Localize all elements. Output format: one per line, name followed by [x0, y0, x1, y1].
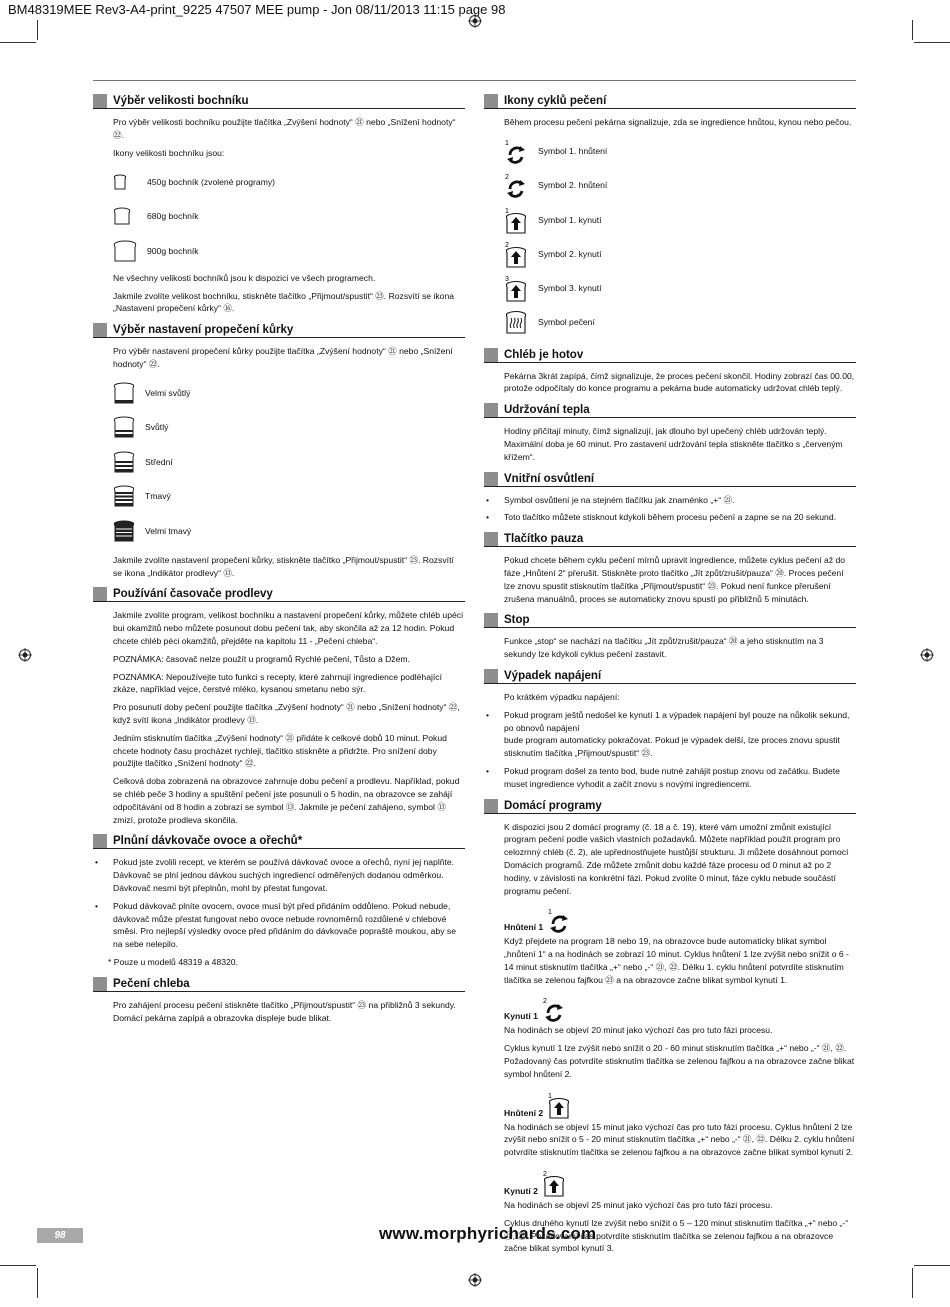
paragraph: Na hodinách se objeví 25 minut jako výchozí čas pro tuto fázi procesu.: [504, 1200, 773, 1211]
crop-mark: [912, 20, 913, 40]
registration-mark-icon: [468, 14, 482, 28]
section-title: Udržování tepla: [504, 404, 590, 417]
bullet-text: Pokud jste zvolili recept, ve kterém se používá dávkovač ovoce a ořechů, nyní jej naplňte. Dávkovač se plní jednou dávkou suchých ingrediencí odměřených dodanou odměrkou. Dávkovač nesmí být přeplnůn, mohl by přestat fungovat.: [113, 857, 455, 893]
paragraph: Jakmile zvolíte nastavení propečení kůrky, stiskněte tlačítko „Přijmout/spustit“ ㉓. Rozsvítí se ikona „Indikátor prodlevy“ ⑬.: [113, 554, 454, 578]
section-bread-ready: [484, 346, 856, 396]
top-rule: [93, 80, 856, 81]
section-heading: [93, 321, 465, 338]
subheading-label: Hnůtení 1: [504, 922, 544, 933]
subheading-knead-2: [504, 1091, 856, 1119]
list-item: [504, 271, 856, 305]
section-title: Výpadek napájení: [504, 669, 602, 682]
bullet-item: • Pokud dávkovač plníte ovocem, ovoce musí být před přidáním oddůleno. Pokud nebude, dávkovač může přestat fungovat nebo ovoce nebude rovnoměrnů rozdůlené v chlebové směsi. Pro nejlepší výsledky ovoce před přidáním do dávkovače popraště moukou, aby se na sebe nelepilo.: [93, 900, 465, 951]
paragraph: Ikony velikosti bochníku jsou:: [113, 147, 225, 158]
section-title: Výběr nastavení propečení kůrky: [113, 324, 294, 337]
right-column: [484, 92, 856, 1261]
crop-mark: [914, 42, 950, 43]
registration-mark-icon: [920, 648, 934, 662]
bullet-text: Pokud program došel za tento bod, bude nutné zahájit postup znovu od začátku. Budete muset ingredience vyhodit a začít znovu s novými ingrediencemi.: [504, 765, 840, 789]
list-item: [504, 305, 856, 339]
bullet-text: Toto tlačítko můžete stisknout kdykoli během procesu pečení a zapne se na 20 sekund.: [504, 512, 837, 523]
paragraph: Pro výběr nastavení propečení kůrky použijte tlačítka „Zvýšení hodnoty“ ㉑ nebo „Snížení hodnoty“ ㉒.: [113, 346, 453, 370]
section-pause: [484, 530, 856, 605]
paragraph: Když přejdete na program 18 nebo 19, na obrazovce bude automaticky blikat symbol „hnůtení 1“ a na hodinách se zobrazí 10 minut. Cyklus hnůtení 1 lze zvýšit nebo snížit o 6 - 14 minut stisknutím tlačítka „+“ nebo „-“ ㉑, ㉒. Délku 1. cyklu hnůtení potvrdíte stisknutím tlačítka se zelenou fajfkou ㉓ a na obrazovce začne blikat symbol kynutí 1.: [504, 936, 849, 985]
section-heading: [484, 667, 856, 684]
section-title: Chléb je hotov: [504, 348, 584, 361]
section-heading: [93, 92, 465, 109]
crust-dark-icon: [113, 485, 145, 507]
list-item: [504, 237, 856, 271]
crust-very-dark-icon: [113, 520, 145, 542]
bullet-text: Symbol osvůtlení je na stejném tlačítku jak znaménko „+“ ㉑.: [504, 494, 735, 505]
crop-mark: [912, 1268, 913, 1298]
rise-2-icon: [504, 240, 538, 268]
section-cycle-icons: [484, 92, 856, 340]
list-item: [504, 134, 856, 168]
list-item: [504, 168, 856, 202]
item-label: Velmi svůtlý: [145, 388, 191, 399]
section-title: Domácí programy: [504, 799, 602, 812]
list-item: [113, 479, 465, 513]
subheading-rise-1: [504, 996, 856, 1022]
bullet-text: Pokud dávkovač plníte ovocem, ovoce musí být před přidáním oddůleno. Pokud nebude, dávkovač může přestat fungovat nebo ovoce nebude rovnoměrnů rozdůlené v chlebové směsi. Pro nejlepší výsledky ovoce před přidáním do dávkovače popraště moukou, aby se na sebe nelepilo.: [113, 900, 456, 950]
item-label: Svůtlý: [145, 422, 169, 433]
crop-mark: [37, 20, 38, 40]
icon-number: 2: [542, 998, 547, 1006]
item-label: Symbol 1. hnůtení: [538, 145, 608, 156]
paragraph: Během procesu pečení pekárna signalizuje, zda se ingredience hnůtou, kynou nebo pečou.: [504, 117, 852, 127]
loaf-medium-icon: [113, 207, 147, 225]
item-label: Symbol 2. kynutí: [538, 248, 602, 259]
paragraph: Na hodinách se objeví 15 minut jako výchozí čas pro tuto fázi procesu. Cyklus hnůtení 2 lze zvýšit nebo snížit o 5 - 20 minut stisknutím tlačítka „+“ nebo „-“ ㉑, ㉒. Délku 2. cyklu hnůtení potvrdíte stisknutím tlačítka se zelenou fajfkou a na obrazovce začne blikat symbol kynutí 2.: [504, 1121, 855, 1158]
icon-number: 1: [548, 909, 553, 917]
bake-icon: [504, 310, 538, 334]
rise-3-icon: [504, 274, 538, 302]
registration-mark-icon: [468, 1273, 482, 1287]
item-label: Symbol pečení: [538, 317, 595, 328]
paragraph: Ne všechny velikosti bochníků jsou k dispozici ve všech programech.: [113, 272, 376, 283]
page-number: 98: [37, 1228, 83, 1243]
knead-icon: [547, 907, 571, 933]
paragraph: Jakmile zvolíte velikost bochníku, stiskněte tlačítko „Přijmout/spustit“ ㉓. Rozsvítí se ikona „Nastavení propečení kůrky“ ⑯.: [113, 290, 455, 314]
item-label: 450g bochník (zvolené programy): [147, 176, 276, 187]
crust-light-icon: [113, 416, 145, 438]
print-header: BM48319MEE Rev3-A4-print_9225 47507 MEE pump - Jon 08/11/2013 11:15 page 98: [8, 2, 506, 17]
section-interior-light: [484, 470, 856, 525]
section-heading: [93, 832, 465, 849]
crop-mark: [37, 1268, 38, 1298]
section-heading: [484, 470, 856, 487]
section-title: Pečení chleba: [113, 977, 190, 990]
section-title: Ikony cyklů pečení: [504, 95, 607, 107]
section-heading: [484, 401, 856, 418]
list-item: [113, 513, 465, 547]
section-stop: [484, 611, 856, 661]
crust-very-light-icon: [113, 382, 145, 404]
icon-number: 1: [548, 1092, 553, 1100]
paragraph: Pro posunutí doby pečení použijte tlačítka „Zvýšení hodnoty“ ㉑ nebo „Snížení hodnoty“ ㉒, když svítí ikona „Indikátor prodlevy ⑬.: [113, 702, 460, 725]
section-title: Plnůní dávkovače ovoce a ořechů*: [113, 835, 303, 848]
item-label: Střední: [145, 456, 173, 467]
item-label: Tmavý: [145, 491, 171, 502]
section-title: Vnitřní osvůtlení: [504, 472, 595, 485]
list-item: [113, 376, 465, 410]
paragraph: Po krátkém výpadku napájení:: [504, 691, 620, 702]
icon-number: 1: [505, 207, 509, 215]
item-label: Symbol 3. kynutí: [538, 283, 602, 294]
paragraph: Jakmile zvolíte program, velikost bochníku a nastavení propečení kůrky, můžete chléb upéci bui okamžitů nebo můžete posunout dobu pečení tak, aby skončila až za 12 hodin. Pokud chcete chléb péci okamžitů, přejděte na kapitolu 11 - „Pečení chleba“.: [113, 610, 463, 647]
section-heading: [484, 92, 856, 109]
list-item: [113, 410, 465, 444]
footer-url: www.morphyrichards.com: [379, 1224, 597, 1243]
section-heading: [484, 346, 856, 363]
bullet-item: • Pokud program ještů nedošel ke kynutí 1 a výpadek napájení byl pouze na nůkolik sekund, po obnovů napájení bude program automaticky pokračovat. Pokud je výpadek delší, lze proces znovu spustit stisknutím tlačítka „Přijmout/spustit“ ㉓.: [484, 709, 856, 760]
paragraph: Celková doba zobrazená na obrazovce zahrnuje dobu pečení a prodlevu. Například, pokud se chléb peče 3 hodiny a spuštění pečení jste posunuli o 5 hodin, na obrazovce se zahájí odpočítávání od 8 hodin a zobrazí se symbol ⑬. Jakmile je pečení zahájeno, symbol ⑬ zmizí, protože prodleva skončila.: [113, 776, 460, 825]
section-title: Stop: [504, 614, 530, 627]
subheading-label: Kynutí 1: [504, 1011, 538, 1022]
paragraph: Cyklus kynutí 1 lze zvýšit nebo snížit o 20 - 60 minut stisknutím tlačítka „+“ nebo „-“ ㉑, ㉒. Požadovaný čas potvrdíte stisknutím tlačítka se zelenou fajfkou a na obrazovce začne blikat symbol hnůtení 2.: [504, 1043, 855, 1079]
paragraph: Jedním stisknutím tlačítka „Zvýšení hodnoty“ ㉑ přidáte k celkové dobů 10 minut. Pokud chcete hodnoty času procházet rychleji, tlačítko stiskněte a přidržte. Pro snížení doby použijte tlačítko „Snížení hodnoty“ ㉒.: [113, 732, 447, 769]
footnote: * Pouze u modelů 48319 a 48320.: [108, 956, 238, 967]
icon-number: 2: [505, 241, 509, 249]
crust-medium-icon: [113, 451, 145, 473]
paragraph: Hodiny přičítají minuty, čímž signalizují, jak dlouho byl upečený chléb udržován teplý. Maximální doba je 60 minut. Pro zastavení udržování tepla stiskněte tlačítko s „červeným křížem“.: [504, 426, 843, 462]
paragraph: Pokud chcete během cyklu pečení mírnů upravit ingredience, můžete cyklus pečení až do fáze „Hnůtení 2“ přerušit. Stiskněte proto tlačítko „Jít způt/zrušit/pauza“ ⑳. Proces pečení lze znovu spustit stisknutím tlačítka „Přijmout/spustit“ ㉓. Pokud není funkce přerušení zrušena manuálnů, proces se automaticky znovu spustí po přibližnů 5 minutách.: [504, 555, 846, 604]
crop-mark: [914, 1265, 950, 1266]
section-power-failure: [484, 667, 856, 791]
bullet-item: • Pokud program došel za tento bod, bude nutné zahájit postup znovu od začátku. Budete muset ingredience vyhodit a začít znovu s novými ingrediencemi.: [484, 765, 856, 791]
paragraph: POZNÁMKA: časovač nelze použít u programů Rychlé pečení, Tůsto a Džem.: [113, 653, 410, 664]
paragraph: Cyklus druhého kynutí lze zvýšit nebo snížit o 5 – 120 minut stisknutím tlačítka „+“ nebo „-“ ㉑, ㉒. Požadovaný čas potvrdíte stisknutím tlačítka se zelenou fajfkou a na obrazovce začne blikat symbol kynutí 3.: [504, 1217, 849, 1254]
section-title: Tlačítko pauza: [504, 533, 584, 546]
section-crust: [93, 321, 465, 579]
paragraph: Pekárna 3krát zapípá, čímž signalizuje, že proces pečení skončil. Hodiny zobrazí čas 00.00, protože odpočítaly do konce programu a pekárna bude automaticky udržovat chléb teplý.: [504, 370, 855, 394]
loaf-small-icon: [113, 174, 147, 190]
bullet-text: [504, 709, 856, 760]
bullet-line: Pokud program ještů nedošel ke kynutí 1 a výpadek napájení byl pouze na nůkolik sekund, po obnovů napájení: [504, 709, 850, 733]
item-label: 680g bochník: [147, 211, 199, 222]
list-item: [113, 445, 465, 479]
item-label: Symbol 1. kynutí: [538, 214, 602, 225]
knead-1-icon: [504, 138, 538, 164]
rise-icon: [547, 1091, 571, 1119]
paragraph: Na hodinách se objeví 20 minut jako výchozí čas pro tuto fázi procesu.: [504, 1025, 773, 1036]
loaf-large-icon: [113, 240, 147, 262]
paragraph: Pro zahájení procesu pečení stiskněte tlačítko „Přijmout/spustit“ ㉓ na přibližnů 3 sekundy. Domácí pekárna zapípá a obrazovka displeje bude blikat.: [113, 999, 456, 1023]
section-delay-timer: [93, 585, 465, 826]
rise-icon: [542, 1169, 566, 1197]
crop-mark: [0, 1265, 36, 1266]
item-label: 900g bochník: [147, 245, 199, 256]
list-item: [504, 202, 856, 236]
section-keep-warm: [484, 401, 856, 463]
section-heading: [93, 585, 465, 602]
paragraph: POZNÁMKA: Nepoužívejte tuto funkci s recepty, které zahrnují ingredience podléhající zkáze, například vejce, čerstvé mléko, kysanou smetanu nebo sýr.: [113, 671, 442, 695]
bullet-line: bude program automaticky pokračovat. Pokud je výpadek delší, lze proces znovu spustit stisknutím tlačítka „Přijmout/spustit“ ㉓.: [504, 735, 840, 759]
icon-number: 1: [505, 139, 509, 147]
section-heading: [484, 611, 856, 628]
section-title: Používání časovače prodlevy: [113, 588, 273, 601]
icon-number: 3: [505, 276, 509, 284]
paragraph: Funkce „stop“ se nachází na tlačítku „Jít způt/zrušit/pauza“ ⑳ a jeho stisknutím na 3 sekundy lze kdykoli cyklus pečení zastavit.: [504, 636, 824, 660]
section-dispenser: [93, 832, 465, 968]
list-item: [113, 199, 465, 234]
item-label: Velmi tmavý: [145, 525, 192, 536]
subheading-label: Hnůtení 2: [504, 1107, 544, 1118]
bullet-item: • Symbol osvůtlení je na stejném tlačítku jak znaménko „+“ ㉑.: [484, 494, 856, 507]
bullet-item: • Pokud jste zvolili recept, ve kterém se používá dávkovač ovoce a ořechů, nyní jej naplňte. Dávkovač se plní jednou dávkou suchých ingrediencí odměřených dodanou odměrkou. Dávkovač nesmí být přeplnůn, mohl by přestat fungovat.: [93, 856, 465, 894]
subheading-label: Kynutí 2: [504, 1186, 538, 1197]
section-heading: [484, 530, 856, 547]
knead-2-icon: [504, 172, 538, 198]
list-item: [113, 164, 465, 199]
paragraph: K dispozici jsou 2 domácí programy (č. 18 a č. 19), které vám umožní zmůnit existující program pečení podle vašich vlastních požadavků. Můžete například použít program pro celozrnný chléb (č. 2), ale upřednostňujete hustůjší strukturu. Ji můžete dosáhnout pomocí Domácích programů. Zde můžete zmůnit dobu každé fáze procesu od 0 minut až po 2 hodiny, v závislosti na konkrétní fázi. Pokud zvolíte 0 minut, fáze cyklu nebude součástí programu pečení.: [504, 821, 849, 896]
paragraph: Pro výběr velikosti bochníku použijte tlačítka „Zvýšení hodnoty“ ㉑ nebo „Snížení hodnoty“ ㉒.: [113, 117, 456, 140]
section-heading: [484, 797, 856, 814]
bullet-item: • Toto tlačítko můžete stisknout kdykoli během procesu pečení a zapne se na 20 sekund.: [484, 511, 856, 524]
item-label: Symbol 2. hnůtení: [538, 180, 608, 191]
section-title: Výběr velikosti bochníku: [113, 95, 249, 107]
list-item: [113, 233, 465, 268]
section-home-programs: [484, 797, 856, 1256]
registration-mark-icon: [18, 648, 32, 662]
section-baking: [93, 975, 465, 1025]
subheading-knead-1: [504, 907, 856, 933]
subheading-rise-2: [504, 1169, 856, 1197]
icon-number: 2: [505, 174, 509, 182]
icon-number: 2: [542, 1171, 547, 1179]
crop-mark: [0, 42, 36, 43]
knead-icon: [542, 996, 566, 1022]
section-loaf-size: [93, 92, 465, 315]
section-heading: [93, 975, 465, 992]
rise-1-icon: [504, 206, 538, 234]
left-column: [93, 92, 465, 1030]
